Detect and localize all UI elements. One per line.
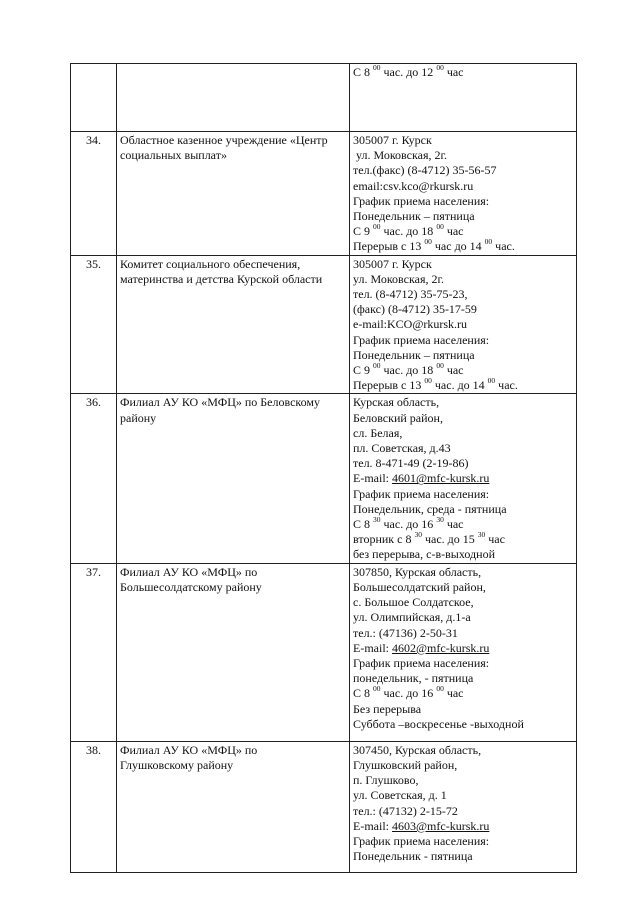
line-text: График приема населения: xyxy=(353,332,490,347)
line-text: График приема населения: xyxy=(353,655,490,670)
address-line xyxy=(353,426,573,441)
line-text: С 8 xyxy=(353,686,374,701)
line-text: С 9 xyxy=(353,363,374,378)
table-row xyxy=(71,64,577,132)
line-text: час. до 14 xyxy=(431,378,488,393)
address-schedule-cell xyxy=(350,132,577,256)
line-text: час до 14 xyxy=(431,239,485,254)
organization-name-line: Филиал АУ КО «МФЦ» по xyxy=(120,564,258,579)
line-text: С 8 xyxy=(353,65,374,79)
table-body xyxy=(71,64,577,873)
time-minutes: 00 xyxy=(436,63,444,72)
address-line xyxy=(353,702,573,717)
address-line xyxy=(353,378,573,393)
row-number-cell xyxy=(71,132,117,256)
address-line xyxy=(353,834,573,849)
line-text: час xyxy=(485,532,505,547)
line-text: час xyxy=(443,363,464,378)
line-text: email:csv.kco@rkursk.ru xyxy=(353,178,474,193)
time-minutes: 30 xyxy=(436,515,444,525)
address-line xyxy=(353,179,573,194)
line-text: час. до 15 xyxy=(421,532,478,547)
organization-name-line: Филиал АУ КО «МФЦ» по Беловскому xyxy=(120,395,321,410)
organization-name-line: району xyxy=(120,410,157,425)
row-number-cell xyxy=(71,255,117,394)
line-text: вторник с 8 xyxy=(353,532,415,547)
line-text: Понедельник, среда - пятница xyxy=(353,501,507,516)
row-number-cell xyxy=(71,394,117,563)
line-text: Глушковский район, xyxy=(353,757,458,772)
time-minutes: 00 xyxy=(424,376,432,386)
address-line xyxy=(353,395,573,410)
address-schedule-cell xyxy=(350,563,577,741)
time-minutes: 00 xyxy=(373,684,381,694)
address-line xyxy=(353,209,573,224)
time-minutes: 30 xyxy=(477,530,486,540)
line-text: час xyxy=(443,686,464,701)
time-minutes: 00 xyxy=(487,376,496,386)
line-text: E-mail: xyxy=(353,640,392,655)
time-minutes: 00 xyxy=(436,222,444,232)
line-text: тел. 8-471-49 (2-19-86) xyxy=(353,456,469,471)
line-text: час. до 18 xyxy=(380,363,437,378)
line-text: График приема населения: xyxy=(353,486,490,501)
address-line xyxy=(353,348,573,363)
line-text: ул. Моковская, 2г. xyxy=(353,148,448,163)
address-line xyxy=(353,487,573,502)
time-minutes: 00 xyxy=(373,63,381,72)
organization-name-cell xyxy=(117,394,350,563)
line-text: тел. (8-4712) 35-75-23, xyxy=(353,287,468,302)
row-number: 34. xyxy=(86,133,101,147)
line-text: С 8 xyxy=(353,517,374,532)
time-minutes: 30 xyxy=(414,530,422,540)
line-text: сл. Белая, xyxy=(353,425,403,440)
row-number: 38. xyxy=(86,742,101,757)
table-row xyxy=(71,132,577,256)
address-line xyxy=(353,272,573,287)
organization-name-line: Филиал АУ КО «МФЦ» по xyxy=(120,742,258,757)
row-number-cell xyxy=(71,741,117,872)
address-line xyxy=(353,758,573,773)
address-line xyxy=(353,517,573,532)
line-text: Беловский район, xyxy=(353,410,443,425)
organization-name-cell xyxy=(117,741,350,872)
address-line xyxy=(353,224,573,239)
line-text: час xyxy=(443,65,464,79)
line-text: Перерыв с 13 xyxy=(353,239,425,254)
organization-name-line: материнства и детства Курской области xyxy=(120,271,323,286)
organization-name-line: Большесолдатскому району xyxy=(120,579,262,594)
address-line xyxy=(353,671,573,686)
line-text: Понедельник – пятница xyxy=(353,209,475,224)
organization-name-line: социальных выплат» xyxy=(120,148,227,163)
organization-name-cell xyxy=(117,132,350,256)
line-text: 305007 г. Курск xyxy=(353,133,432,147)
time-minutes: 00 xyxy=(373,222,381,232)
address-line xyxy=(353,626,573,641)
address-schedule-cell xyxy=(350,64,577,132)
address-schedule-cell xyxy=(350,394,577,563)
line-text: Понедельник – пятница xyxy=(353,347,475,362)
line-text: час xyxy=(443,224,464,239)
address-line xyxy=(353,547,573,562)
address-line xyxy=(353,565,573,580)
address-line xyxy=(353,302,573,317)
address-line xyxy=(353,65,573,80)
address-line xyxy=(353,717,573,732)
address-line xyxy=(353,163,573,178)
address-line xyxy=(353,363,573,378)
line-text: час. до 16 xyxy=(380,517,437,532)
time-minutes: 30 xyxy=(373,515,381,525)
address-line xyxy=(353,610,573,625)
address-line xyxy=(353,819,573,834)
address-line xyxy=(353,580,573,595)
address-line xyxy=(353,788,573,803)
time-minutes: 00 xyxy=(436,361,444,371)
organization-name-line: Областное казенное учреждение «Центр xyxy=(120,133,328,147)
row-number: 36. xyxy=(86,395,101,410)
line-text: Без перерыва xyxy=(353,701,422,716)
email-link[interactable]: 4603@mfc-kursk.ru xyxy=(392,818,490,833)
line-text: ул. Олимпийская, д.1-а xyxy=(353,610,471,625)
organization-name-cell xyxy=(117,255,350,394)
address-line xyxy=(353,656,573,671)
address-line xyxy=(353,743,573,758)
time-minutes: 00 xyxy=(373,361,381,371)
line-text: ул. Моковская, 2г. xyxy=(353,271,445,286)
organization-name-cell xyxy=(117,64,350,132)
line-text: Понедельник - пятница xyxy=(353,849,473,864)
organization-name-line: Глушковскому району xyxy=(120,757,234,772)
line-text: 307450, Курская область, xyxy=(353,742,482,757)
address-line xyxy=(353,686,573,701)
row-number-cell xyxy=(71,64,117,132)
email-link[interactable]: 4601@mfc-kursk.ru xyxy=(392,471,490,486)
line-text: e-mail:KCO@rkursk.ru xyxy=(353,317,468,332)
address-line xyxy=(353,471,573,486)
table-row xyxy=(71,563,577,741)
line-text: (факс) (8-4712) 35-17-59 xyxy=(353,302,477,317)
line-text: час. xyxy=(495,378,518,393)
address-line xyxy=(353,257,573,272)
address-schedule-cell xyxy=(350,741,577,872)
table-row xyxy=(71,741,577,872)
row-number: 35. xyxy=(86,256,101,271)
time-minutes: 00 xyxy=(484,237,493,247)
line-text: час xyxy=(443,517,464,532)
contacts-table xyxy=(70,63,577,873)
address-line xyxy=(353,317,573,332)
line-text: 305007 г. Курск xyxy=(353,256,432,271)
address-schedule-cell xyxy=(350,255,577,394)
address-line xyxy=(353,641,573,656)
address-line xyxy=(353,239,573,254)
line-text: График приема населения: xyxy=(353,193,490,208)
time-minutes: 00 xyxy=(424,237,432,247)
line-text: тел.(факс) (8-4712) 35-56-57 xyxy=(353,163,497,178)
line-text: час. до 18 xyxy=(380,224,437,239)
address-line xyxy=(353,148,573,163)
line-text: Большесолдатский район, xyxy=(353,579,486,594)
address-line xyxy=(353,804,573,819)
row-number-cell xyxy=(71,563,117,741)
line-text: 307850, Курская область, xyxy=(353,564,482,579)
organization-name-line: Комитет социального обеспечения, xyxy=(120,256,301,271)
address-line xyxy=(353,194,573,209)
address-line xyxy=(353,849,573,864)
address-line xyxy=(353,456,573,471)
address-line xyxy=(353,502,573,517)
line-text: пл. Советская, д.43 xyxy=(353,441,451,456)
address-line xyxy=(353,595,573,610)
address-line xyxy=(353,532,573,547)
email-link[interactable]: 4602@mfc-kursk.ru xyxy=(392,640,490,655)
address-line xyxy=(353,333,573,348)
line-text: час. до 16 xyxy=(380,686,437,701)
address-line xyxy=(353,411,573,426)
address-line xyxy=(353,133,573,148)
line-text: E-mail: xyxy=(353,471,392,486)
organization-name-cell xyxy=(117,563,350,741)
line-text: Перерыв с 13 xyxy=(353,378,425,393)
row-number: 37. xyxy=(86,564,101,579)
line-text: С 9 xyxy=(353,224,374,239)
line-text: График приема населения: xyxy=(353,833,490,848)
line-text: с. Большое Солдатское, xyxy=(353,595,474,610)
line-text: понедельник, - пятница xyxy=(353,671,474,686)
line-text: тел.: (47132) 2-15-72 xyxy=(353,803,458,818)
table-row xyxy=(71,394,577,563)
address-line xyxy=(353,773,573,788)
line-text: тел.: (47136) 2-50-31 xyxy=(353,625,458,640)
address-line xyxy=(353,287,573,302)
line-text: E-mail: xyxy=(353,818,392,833)
line-text: час. до 12 xyxy=(380,65,437,79)
line-text: Курская область, xyxy=(353,395,440,410)
line-text: без перерыва, с-в-выходной xyxy=(353,547,495,562)
line-text: Суббота –воскресенье -выходной xyxy=(353,716,524,731)
address-line xyxy=(353,441,573,456)
table-row xyxy=(71,255,577,394)
line-text: час. xyxy=(492,239,515,254)
time-minutes: 00 xyxy=(436,684,444,694)
line-text: п. Глушково, xyxy=(353,773,419,788)
line-text: ул. Советская, д. 1 xyxy=(353,788,447,803)
